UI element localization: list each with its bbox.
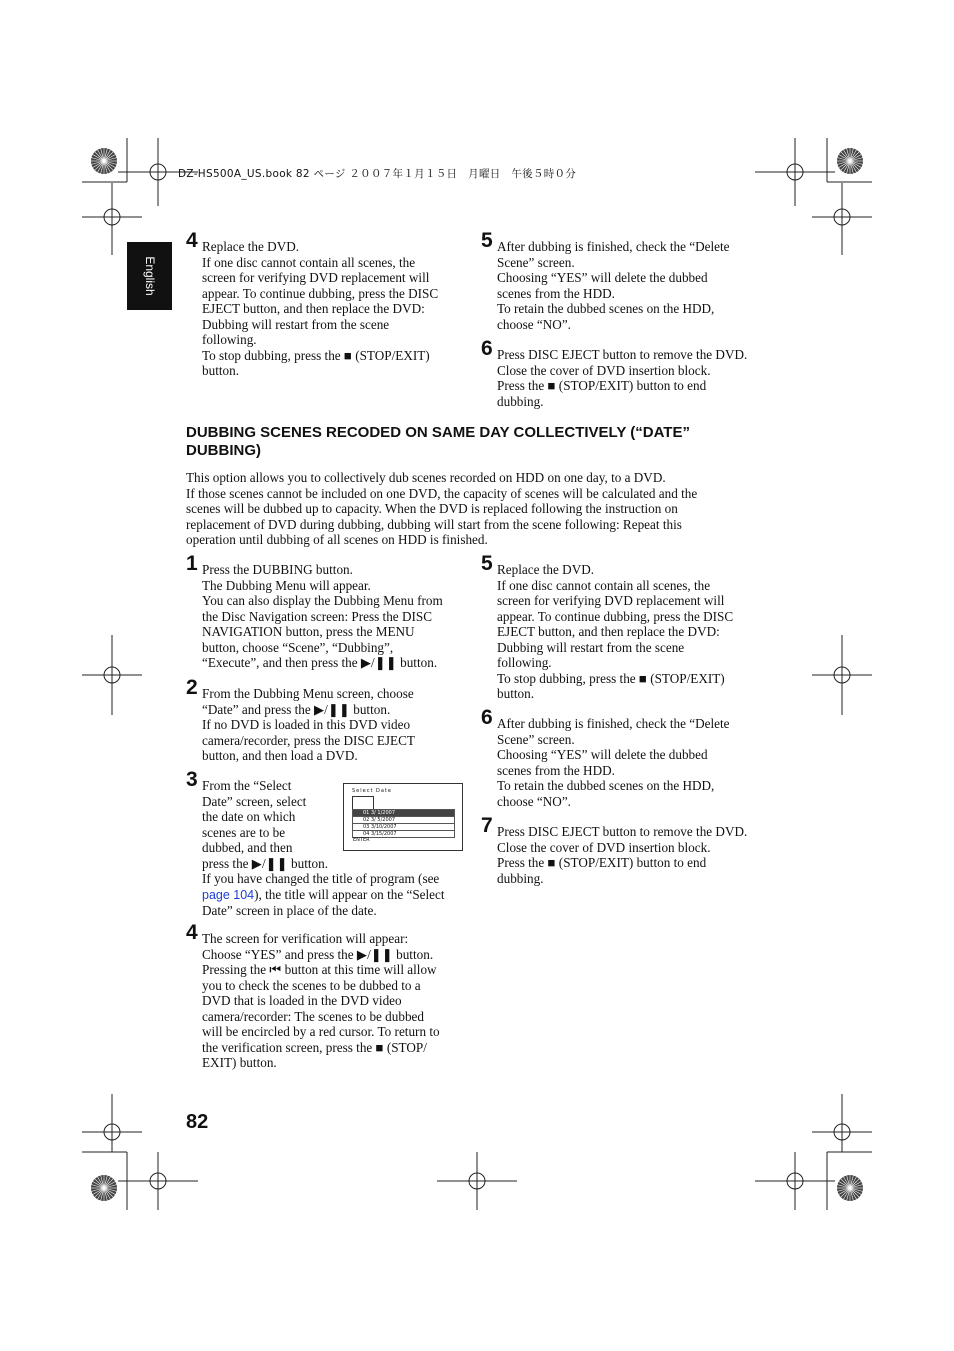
- step-number: 6: [481, 337, 493, 360]
- step-number: 7: [481, 814, 493, 837]
- language-tab-label: English: [142, 256, 157, 296]
- crosshair-right-lower: [812, 1094, 872, 1152]
- crosshair-top-left: [118, 138, 198, 206]
- step-text: Replace the DVD. If one disc cannot contain all scenes, the screen for verifying DVD replacement will appear. To continue dubbing, press the DISC EJECT button, and then replace the DVD: Dubbing will restart from the scene following. To stop dubbing, press the ■ (STOP/EXIT) button.: [497, 562, 734, 701]
- step-text: After dubbing is finished, check the “Delete Scene” screen. Choosing “YES” will delete the dubbed scenes from the HDD. To retain the dubbed scenes on the HDD, choose “NO”.: [497, 716, 730, 809]
- step-text-b: If you have changed the title of program (see: [202, 871, 440, 886]
- step-number: 2: [186, 676, 198, 699]
- step-number: 4: [186, 921, 198, 944]
- step-text: Press DISC EJECT button to remove the DVD. Close the cover of DVD insertion block. Press the ■ (STOP/EXIT) button to end dubbing.: [497, 347, 748, 409]
- step-text: Press the DUBBING button. The Dubbing Menu will appear. You can also display the Dubbing Menu from the Disc Navigation screen: Press the DISC NAVIGATION button, press the MENU button, choose “Scene”, “Dubbing”, “Execute”, and then press the ▶/❚❚ button.: [202, 562, 443, 670]
- crosshair-left-upper: [82, 183, 142, 255]
- crosshair-right-mid: [812, 635, 872, 715]
- step-text: From the Dubbing Menu screen, choose “Date” and press the ▶/❚❚ button. If no DVD is loaded in this DVD video camera/recorder, press the DISC EJECT button, and then load a DVD.: [202, 686, 415, 763]
- crosshair-right-upper: [812, 183, 872, 255]
- crosshair-bottom-left: [118, 1152, 198, 1210]
- step-number: 4: [186, 229, 198, 252]
- step-text-c: ), the title will appear on the “Select Date” screen in place of the date.: [202, 886, 445, 918]
- crosshair-bottom-center: [437, 1152, 517, 1210]
- section-intro: This option allows you to collectively dub scenes recorded on HDD on one day, to a DVD. If those scenes cannot be included on one DVD, the capacity of scenes will be calculated and the scenes will be dubbed up to capacity. When the DVD is replaced following the instruction on replacement of DVD during dubbing, dubbing will start from the scene following: Repeat this operation until dubbing of all scenes on HDD is finished.: [186, 470, 698, 547]
- step-text: After dubbing is finished, check the “Delete Scene” screen. Choosing “YES” will delete the dubbed scenes from the HDD. To retain the dubbed scenes on the HDD, choose “NO”.: [497, 239, 730, 332]
- step-text: From the “Select Date” screen, select the date on which scenes are to be dubbed, and then press the ▶/❚❚ button.: [202, 778, 329, 871]
- step-number: 6: [481, 706, 493, 729]
- crosshair-bottom-right: [755, 1152, 835, 1210]
- date-row: 04 3/15/2007: [352, 830, 455, 838]
- date-row: 01 3/ 1/2007: [352, 809, 455, 817]
- step-number: 5: [481, 229, 493, 252]
- page-number: 82: [186, 1111, 209, 1133]
- crosshair-left-lower: [82, 1094, 142, 1152]
- step-text: The screen for verification will appear: Choose “YES” and press the ▶/❚❚ button. Pressing the ⏮ button at this time will allow you to check the scenes to be dubbed to a DVD that is loaded in the DVD video camera/recorder: The scenes to be dubbed will be encircled by a red cursor. To return to the verification screen, press the ■ (STOP/ EXIT) button.: [202, 931, 440, 1070]
- step-text: Replace the DVD. If one disc cannot contain all scenes, the screen for verifying DVD replacement will appear. To continue dubbing, press the DISC EJECT button, and then replace the DVD: Dubbing will restart from the scene following. To stop dubbing, press the ■ (STOP/EXIT) button.: [202, 239, 439, 378]
- crosshair-left-mid: [82, 635, 142, 715]
- step-number: 1: [186, 552, 198, 575]
- enter-label: ENTER: [353, 837, 370, 843]
- crosshair-top-right: [755, 138, 835, 206]
- step-text: Press DISC EJECT button to remove the DVD. Close the cover of DVD insertion block. Press the ■ (STOP/EXIT) button to end dubbing.: [497, 824, 748, 886]
- page-link[interactable]: page 104: [202, 887, 255, 902]
- date-row: 03 3/10/2007: [352, 823, 455, 831]
- file-info-header: DZ-HS500A_US.book 82 ページ ２００７年１月１５日 月曜日 午後５時０分: [178, 168, 577, 180]
- step-number: 5: [481, 552, 493, 575]
- section-heading: DUBBING SCENES RECODED ON SAME DAY COLLECTIVELY (“DATE” DUBBING): [186, 424, 690, 459]
- date-row: 02 3/ 5/2007: [352, 816, 455, 824]
- step-number: 3: [186, 768, 198, 791]
- screen-title: Select Date: [352, 788, 392, 794]
